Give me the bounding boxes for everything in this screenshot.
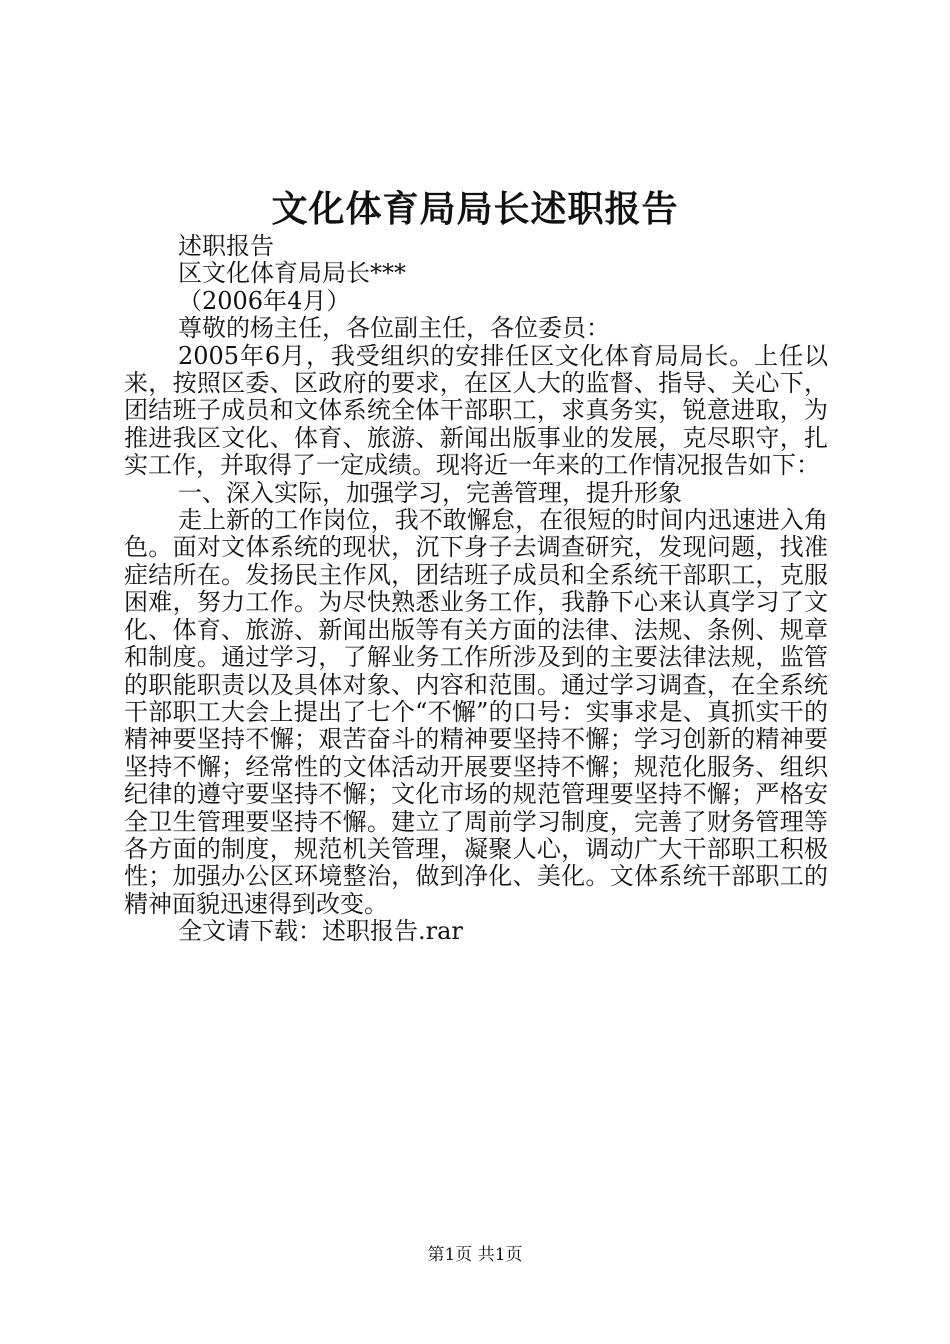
intro-paragraph: 2005年6月，我受组织的安排任区文化体育局局长。上任以来，按照区委、区政府的要求，在区人大的监督、指导、关心下，团结班子成员和文体系统全体干部职工，求真务实，锐意进取，为推进我区文化、体育、旅游、新闻出版事业的发展，克尽职守，扎实工作，并取得了一定成绩。现将近一年来的工作情况报告如下： bbox=[124, 341, 828, 480]
document-title: 文化体育局局长述职报告 bbox=[271, 188, 679, 230]
page-number: 第1页 共1页 bbox=[427, 1245, 523, 1265]
author-line: 区文化体育局局长*** bbox=[178, 259, 406, 288]
document-body bbox=[124, 233, 828, 946]
heading-report: 述职报告 bbox=[178, 232, 274, 260]
section-1-paragraph: 走上新的工作岗位，我不敢懈怠，在很短的时间内迅速进入角色。面对文体系统的现状，沉下身子去调查研究，发现问题，找准症结所在。发扬民主作风，团结班子成员和全系统干部职工，克服困难，努力工作。为尽快熟悉业务工作，我静下心来认真学习了文化、体育、旅游、新闻出版等有关方面的法律、法规、条例、规章和制度。通过学习，了解业务工作所涉及到的主要法律法规，监管的职能职责以及具体对象、内容和范围。通过学习调查，在全系统干部职工大会上提出了七个“不懈”的口号：实事求是、真抓实干的精神要坚持不懈；艰苦奋斗的精神要坚持不懈；学习创新的精神要坚持不懈；经常性的文体活动开展要坚持不懈；规范化服务、组织纪律的遵守要坚持不懈；文化市场的规范管理要坚持不懈；严格安全卫生管理要坚持不懈。建立了周前学习制度，完善了财务管理等各方面的制度，规范机关管理，凝聚人心，调动广大干部职工积极性；加强办公区环境整治，做到净化、美化。文体系统干部职工的精神面貌迅速得到改变。 bbox=[124, 506, 828, 918]
date-line: （2006年4月） bbox=[178, 286, 351, 315]
section-heading-1: 一、深入实际，加强学习，完善管理，提升形象 bbox=[178, 478, 682, 507]
download-link-line[interactable]: 全文请下载：述职报告.rar bbox=[178, 917, 463, 946]
salutation: 尊敬的杨主任，各位副主任，各位委员： bbox=[178, 314, 610, 343]
